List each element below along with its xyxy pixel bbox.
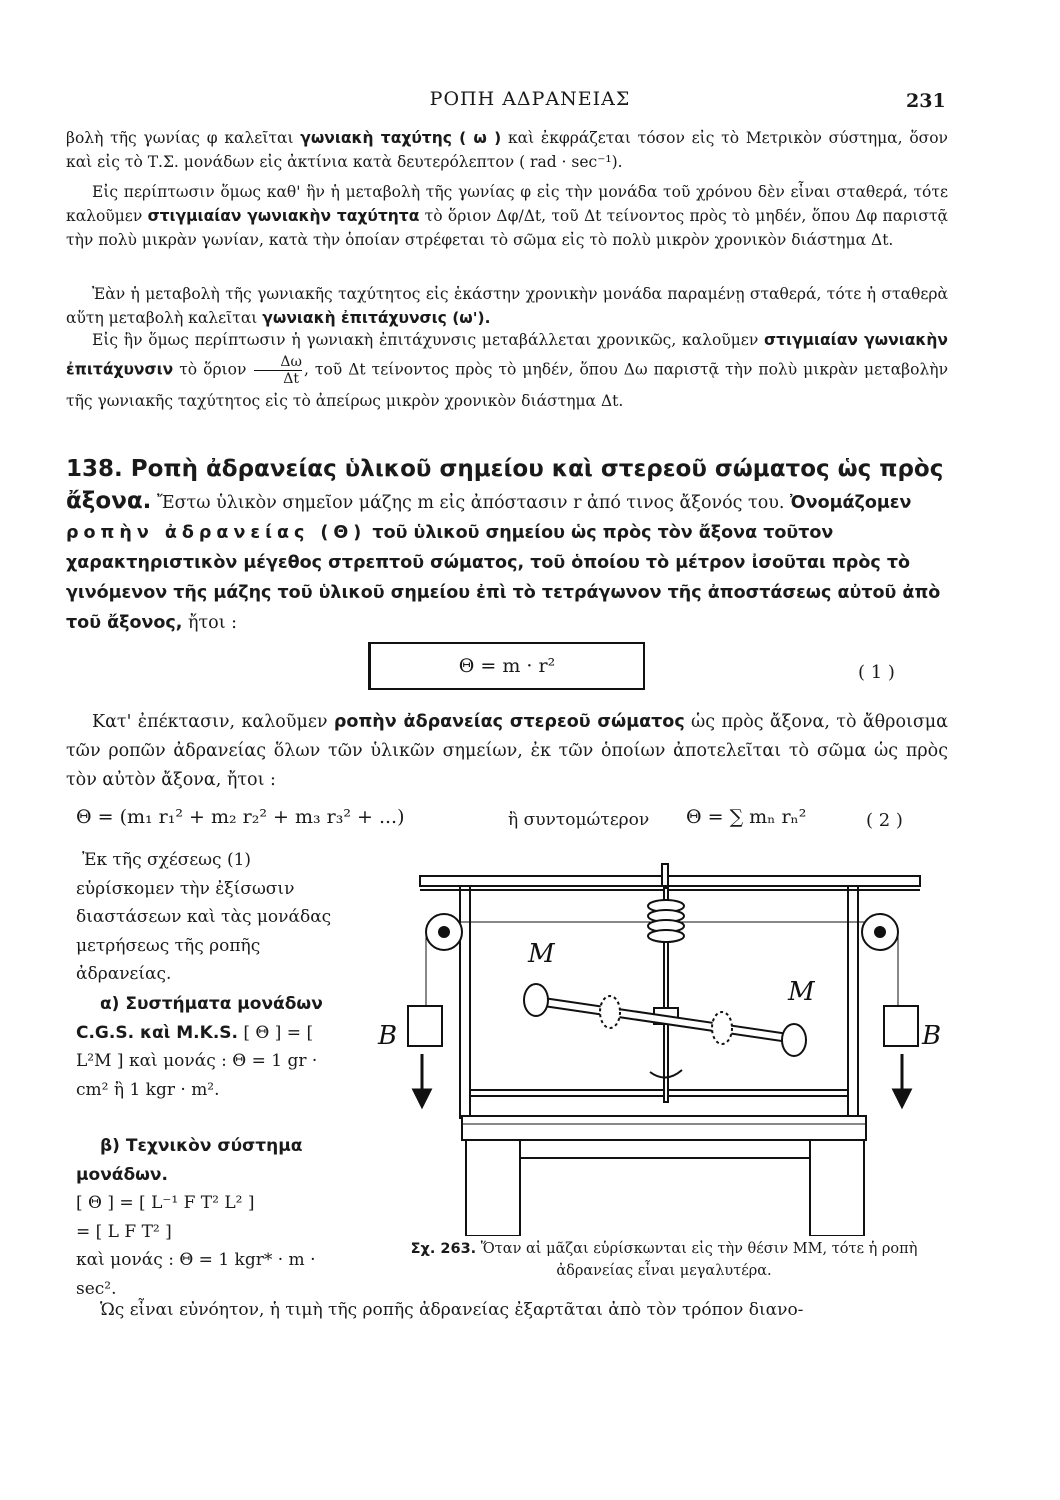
formula-box-1 [368,642,645,690]
page-header-title: ΡΟΠΗ ΑΔΡΑΝΕΙΑΣ [429,88,631,110]
final-line: Ὡς εἶναι εὐνόητον, ἡ τιμὴ τῆς ροπῆς ἀδρανείας ἐξαρτᾶται ἀπὸ τὸν τρόπον διανο- [100,1300,804,1320]
equation-number-1: ( 1 ) [858,662,895,683]
paragraph-rigid-body: Κατ' ἐπέκτασιν, καλοῦμεν ροπὴν ἀδρανείας στερεοῦ σώματος ὡς πρὸς ἄξονα, τὸ ἄθροισμα τῶν ροπῶν ἀδρανείας ὅλων τῶν ὑλικῶν σημείων, ἐκ τῶν ὁποίων ἀποτελεῖται τὸ σῶμα ὡς πρὸς τὸν αὐτὸν ἄξονα, ἤτοι : [66,712,948,790]
label-M-left: M [528,939,555,969]
formula-2-lhs: Θ = (m₁ r₁² + m₂ r₂² + m₃ r₃² + ...) [76,806,405,828]
central-axle [648,864,684,1102]
paragraph-angular-velocity: βολὴ τῆς γωνίας φ καλεῖται γωνιακὴ ταχύτης ( ω ) καὶ ἐκφράζεται τόσον εἰς τὸ Μετρικὸν σύστημα, ὅσον καὶ εἰς τὸ Τ.Σ. μονάδων εἰς ἀκτίνια κατὰ δευτερόλεπτον ( rad · sec⁻¹). [66,129,948,171]
figure-caption: Σχ. 263. Ὅταν αἱ μᾶζαι εὑρίσκωνται εἰς τὴν θέσιν ΜΜ, τότε ἡ ροπὴ ἀδρανείας εἶναι μεγαλυτέρα. [410,1241,918,1279]
label-B-right: B [922,1021,942,1051]
formula-1: Θ = m · r² [458,655,556,677]
figure-263-apparatus [370,858,960,1236]
label-M-right: M [788,977,815,1007]
section-heading: 138. Ροπὴ ἀδρανείας ὑλικοῦ σημείου καὶ στερεοῦ σώματος ὡς πρὸς ἄξονα. [66,456,944,514]
dimension-text: Ἐκ τῆς σχέσεως (1) εὑρίσκομεν τὴν ἐξίσωσιν διαστάσεων καὶ τὰς μονάδας μετρήσεως τῆς ροπῆς ἀδρανείας. [76,850,332,984]
page-number: 231 [906,90,946,112]
formula-2-mid: ἢ συντομώτερον [508,810,650,830]
formula-2-rhs: Θ = ∑ mₙ rₙ² [686,806,807,828]
arrows-down [414,1054,910,1106]
equation-number-2: ( 2 ) [866,810,903,831]
paragraph-instant-acceleration: Εἰς ἣν ὅμως περίπτωσιν ἡ γωνιακὴ ἐπιτάχυνσις μεταβάλλεται χρονικῶς, καλοῦμεν στιγμιαίαν γωνιακὴν ἐπιτάχυνσιν τὸ ὅριον $\frac{\Delta\omega}{\Delta t}$ , τοῦ Δt τείνοντος πρὸς τὸ μηδέν, ὅπου Δω παριστᾷ τὴν πολὺ μικρὰν μεταβολὴν τῆς γωνιακῆς ταχύτητος εἰς τὸ ἀπείρως μικρὸν χρονικὸν διάστημα Δt. [66,331,948,410]
fraction-delta-omega: $\frac{\Delta\omega}{\Delta t}$ [254,354,302,387]
technical-system: β) Τεχνικὸν σύστημα μονάδων. [ Θ ] = [ L⁻¹ F T² L² ] = [ L F T² ] καὶ μονάς : Θ = 1 kgr* · m · sec². [76,1136,316,1299]
label-B-left: B [378,1021,398,1051]
section-138: 138. Ροπὴ ἀδρανείας ὑλικοῦ σημείου καὶ στερεοῦ σώματος ὡς πρὸς ἄξονα. Ἔστω ὑλικὸν σημεῖον μάζης m εἰς ἀπόστασιν r ἀπό τινος ἄξονός του. Ὀνομάζομεν ροπὴν ἀδρανείας (Θ) τοῦ ὑλικοῦ σημείου ὡς πρὸς τὸν ἄξονα τοῦτον χαρακτηριστικὸν μέγεθος στρεπτοῦ σώματος, τοῦ ὁποίου τὸ μέτρον ἰσοῦται πρὸς τὸ γινόμενον τῆς μάζης τοῦ ὑλικοῦ σημείου ἐπὶ τὸ τετράγωνον τῆς ἀποστάσεως αὐτοῦ ἀπὸ τοῦ ἄξονος, ἤτοι : [66,456,944,633]
paragraph-instant-velocity: Εἰς περίπτωσιν ὅμως καθ' ἣν ἡ μεταβολὴ τῆς γωνίας φ εἰς τὴν μονάδα τοῦ χρόνου δὲν εἶναι σταθερά, τότε καλοῦμεν στιγμιαίαν γωνιακὴν ταχύτητα τὸ ὅριον Δφ/Δt, τοῦ Δt τείνοντος πρὸς τὸ μηδέν, ὅπου Δφ παριστᾷ τὴν πολὺ μικρὰν γωνίαν, κατὰ τὴν ὁποίαν στρέφεται τὸ σῶμα εἰς τὸ πολὺ μικρὸν χρονικὸν διάστημα Δt. [66,183,949,249]
paragraph-angular-acceleration: Ἐὰν ἡ μεταβολὴ τῆς γωνιακῆς ταχύτητος εἰς ἑκάστην χρονικὴν μονάδα παραμένῃ σταθερά, τότε ἡ σταθερὰ αὕτη μεταβολὴ καλεῖται γωνιακὴ ἐπιτάχυνσις (ω'). [66,285,948,327]
cgs-mks-system: α) Συστήματα μονάδων C.G.S. καὶ M.K.S. [ Θ ] = [ L²M ] καὶ μονάς : Θ = 1 gr · cm² ἢ 1 kgr · m². [76,994,323,1100]
